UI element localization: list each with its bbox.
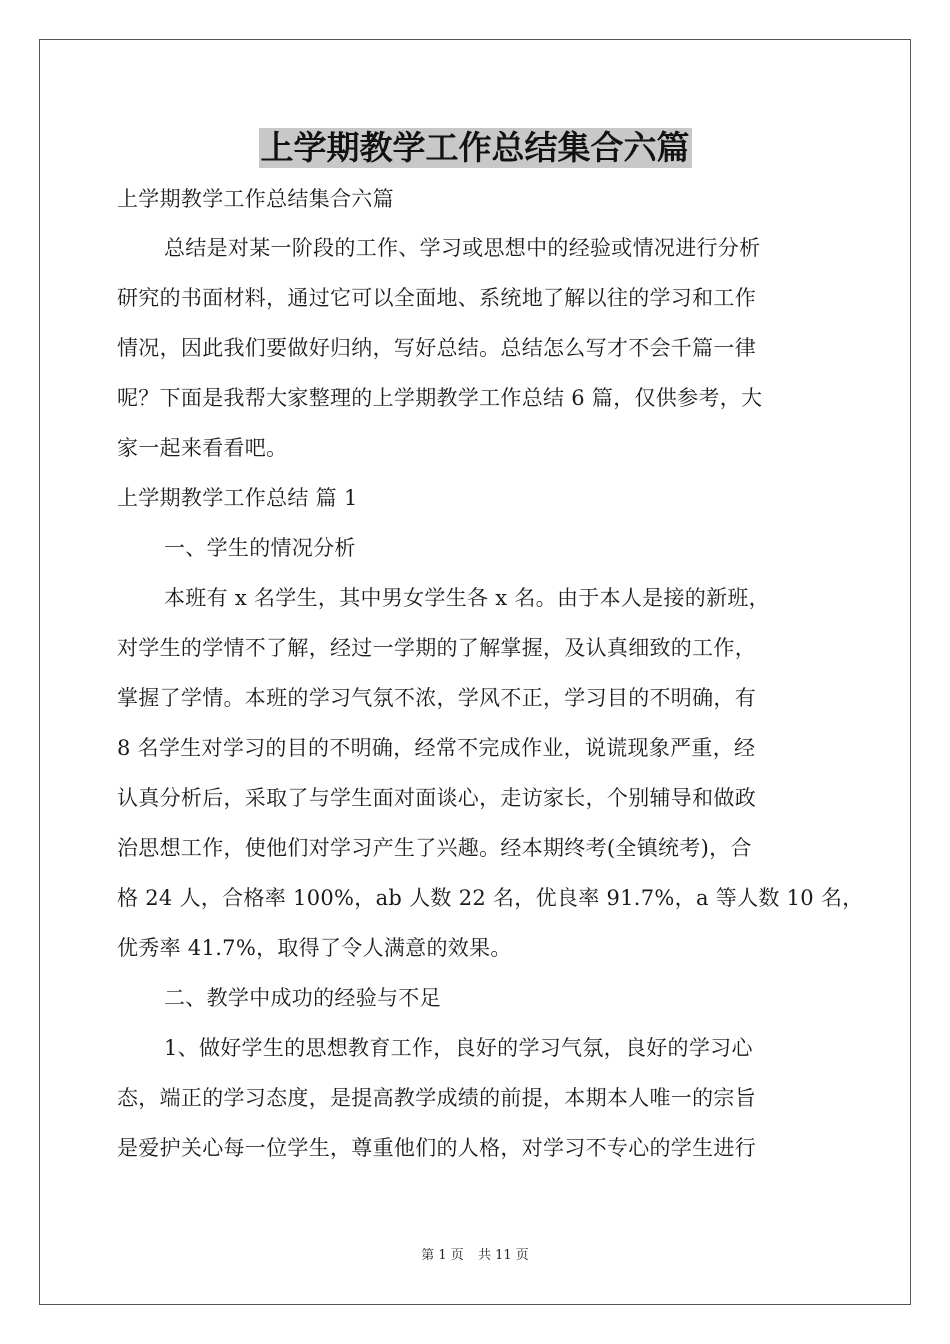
paragraph-line: 本班有 x 名学生，其中男女学生各 x 名。由于本人是接的新班， [164, 586, 770, 610]
paragraph-line: 8 名学生对学习的目的不明确，经常不完成作业，说谎现象严重，经 [117, 736, 756, 760]
paragraph-line: 总结是对某一阶段的工作、学习或思想中的经验或情况进行分析 [164, 236, 761, 260]
paragraph-line: 家一起来看看吧。 [117, 436, 288, 460]
paragraph-line: 态，端正的学习态度，是提高教学成绩的前提，本期本人唯一的宗旨 [117, 1086, 756, 1110]
section-heading: 上学期教学工作总结 篇 1 [117, 486, 358, 510]
subsection-heading: 二、教学中成功的经验与不足 [164, 986, 441, 1010]
paragraph-line: 格 24 人，合格率 100%，ab 人数 22 名，优良率 91.7%，a 等人数 10 名， [117, 886, 864, 910]
subtitle-line: 上学期教学工作总结集合六篇 [117, 187, 394, 211]
page-total: 共 11 页 [477, 1248, 529, 1263]
paragraph-line: 情况，因此我们要做好归纳，写好总结。总结怎么写才不会千篇一律 [117, 336, 756, 360]
paragraph-line: 治思想工作，使他们对学习产生了兴趣。经本期终考(全镇统考)，合 [117, 836, 752, 860]
page-border [39, 39, 911, 1305]
page-number: 第 1 页 [421, 1248, 464, 1263]
paragraph-line: 对学生的学情不了解，经过一学期的了解掌握，及认真细致的工作， [117, 636, 756, 660]
subsection-heading: 一、学生的情况分析 [164, 536, 356, 560]
title-container [0, 128, 950, 168]
paragraph-line: 认真分析后，采取了与学生面对面谈心，走访家长，个别辅导和做政 [117, 786, 756, 810]
document-title: 上学期教学工作总结集合六篇 [260, 128, 690, 167]
paragraph-line: 研究的书面材料，通过它可以全面地、系统地了解以往的学习和工作 [117, 286, 756, 310]
paragraph-line: 是爱护关心每一位学生，尊重他们的人格，对学习不专心的学生进行 [117, 1136, 756, 1160]
paragraph-line: 优秀率 41.7%，取得了令人满意的效果。 [117, 936, 512, 960]
paragraph-line: 呢？下面是我帮大家整理的上学期教学工作总结 6 篇，仅供参考，大 [117, 386, 763, 410]
paragraph-line: 掌握了学情。本班的学习气氛不浓，学风不正，学习目的不明确，有 [117, 686, 756, 710]
page-footer [0, 1248, 950, 1264]
paragraph-line: 1、做好学生的思想教育工作，良好的学习气氛，良好的学习心 [164, 1036, 753, 1060]
